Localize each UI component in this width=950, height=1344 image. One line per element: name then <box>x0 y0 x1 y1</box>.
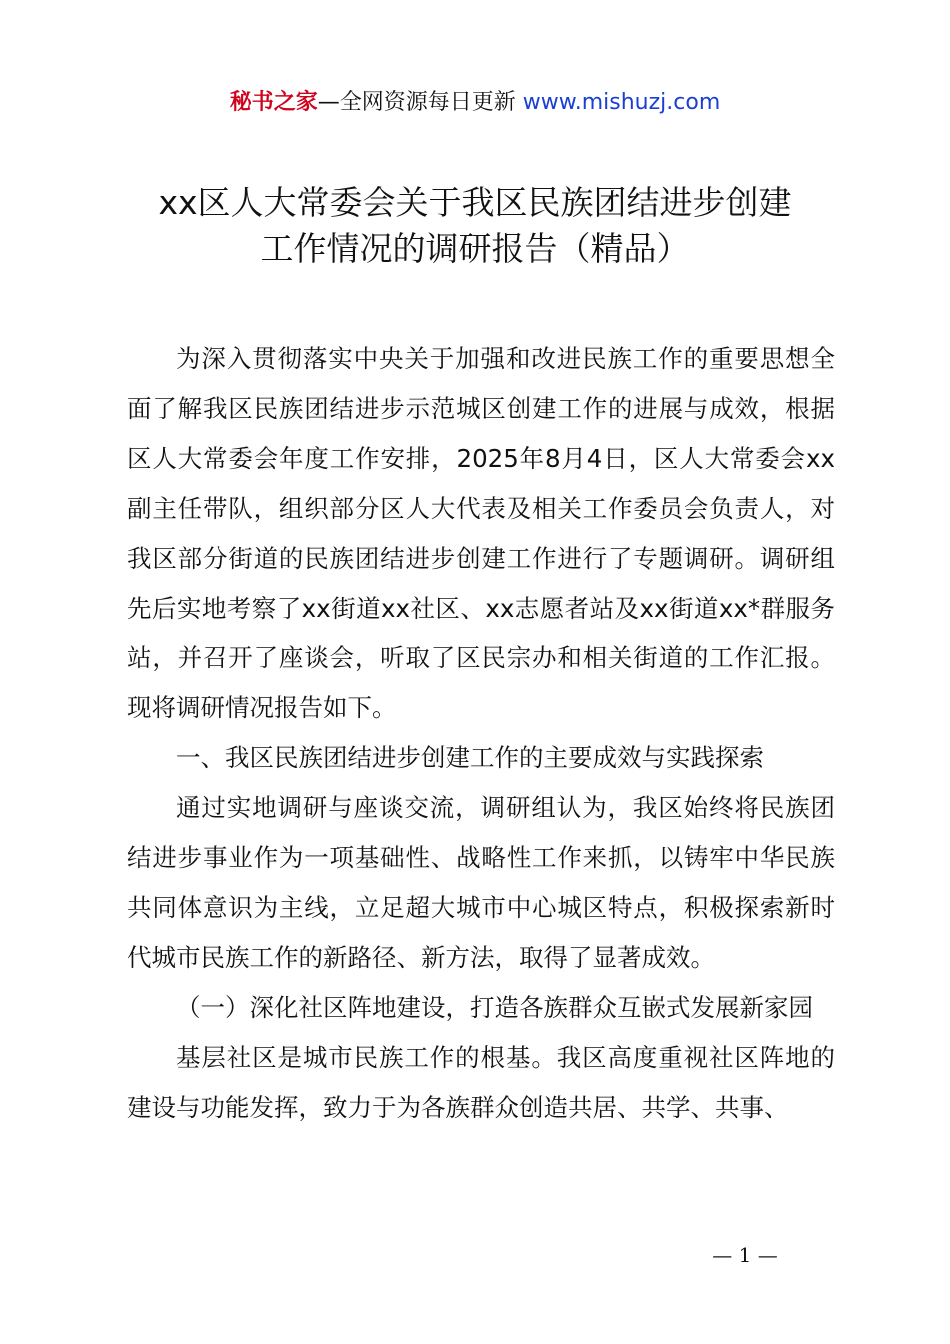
subsection-heading-1: （一）深化社区阵地建设，打造各族群众互嵌式发展新家园 <box>176 992 813 1022</box>
document-title <box>0 180 950 272</box>
title-line-1: xx区人大常委会关于我区民族团结进步创建 <box>158 183 792 222</box>
banner-tagline: —全网资源每日更新 <box>317 90 523 115</box>
intro-paragraph: 为深入贯彻落实中央关于加强和改进民族工作的重要思想全面了解我区民族团结进步示范城区创建工作的进展与成效，根据区人大常委会年度工作安排，2025年8月4日，区人大常委会xx副主任带队，组织部分区人大代表及相关工作委员会负责人，对我区部分街道的民族团结进步创建工作进行了专题调研。调研组先后实地考察了xx街道xx社区、xx志愿者站及xx街道xx*群服务站，并召开了座谈会，听取了区民宗办和相关街道的工作汇报。现将调研情况报告如下。 <box>127 344 835 723</box>
subsection-1-paragraph: 基层社区是城市民族工作的根基。我区高度重视社区阵地的建设与功能发挥，致力于为各族群众创造共居、共学、共事、 <box>127 1042 835 1122</box>
site-url-link[interactable]: www.mishuzj.com <box>522 90 721 115</box>
brand-name: 秘书之家 <box>229 90 318 115</box>
page-number: — 1 — <box>712 1243 778 1267</box>
title-line-2: 工作情况的调研报告（精品） <box>260 229 690 268</box>
section-heading-1: 一、我区民族团结进步创建工作的主要成效与实践探索 <box>176 743 764 773</box>
document-body <box>127 334 835 1133</box>
section-1-paragraph: 通过实地调研与座谈交流，调研组认为，我区始终将民族团结进步事业作为一项基础性、战略性工作来抓，以铸牢中华民族共同体意识为主线，立足超大城市中心城区特点，积极探索新时代城市民族工作的新路径、新方法，取得了显著成效。 <box>127 793 835 972</box>
site-banner <box>0 86 950 120</box>
